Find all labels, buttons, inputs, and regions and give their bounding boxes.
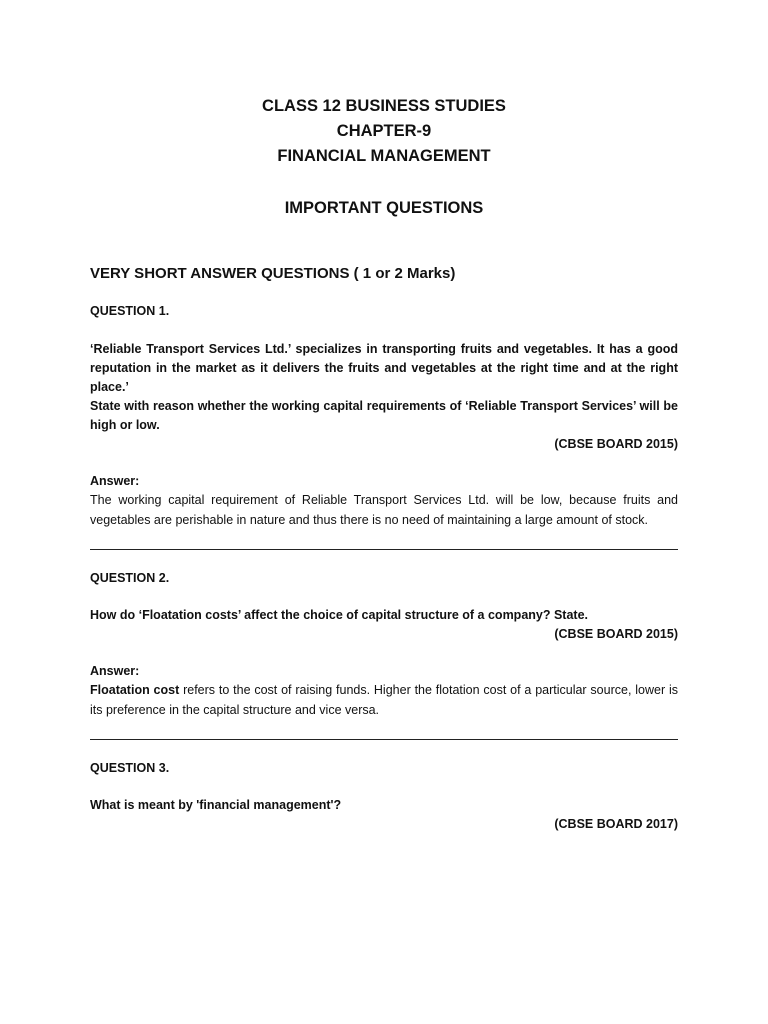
question-label: QUESTION 3. xyxy=(90,761,170,775)
answer-text: The working capital requirement of Reliable Transport Services Ltd. will be low, because fruits and vegetables are perishable in nature and thus there is no need of maintaining a large amount of stock. xyxy=(90,493,678,527)
source-citation: (CBSE BOARD 2015) xyxy=(554,437,678,451)
question-2 xyxy=(90,569,678,720)
question-1 xyxy=(90,302,678,530)
question-text-p1: ‘Reliable Transport Services Ltd.’ specializes in transporting fruits and vegetables. It has a good reputation in the market as it delivers the fruits and vegetables at the right time and at the right place.’ xyxy=(90,342,678,394)
answer-text xyxy=(90,681,678,720)
answer-term: Floatation cost xyxy=(90,683,180,697)
important-questions-heading: IMPORTANT QUESTIONS xyxy=(284,199,484,217)
section-heading: VERY SHORT ANSWER QUESTIONS ( 1 or 2 Marks) xyxy=(90,265,456,282)
question-3 xyxy=(90,759,678,834)
question-text xyxy=(90,340,678,435)
divider xyxy=(90,549,678,550)
question-text: How do ‘Floatation costs’ affect the choice of capital structure of a company? State. xyxy=(90,608,589,622)
title-block xyxy=(90,0,678,169)
document-title-class: CLASS 12 BUSINESS STUDIES xyxy=(262,97,506,115)
answer-body: refers to the cost of raising funds. Higher the flotation cost of a particular source, lower is its preference in the capital structure and vice versa. xyxy=(90,683,678,717)
answer-label: Answer: xyxy=(90,664,140,678)
question-text-p2: State with reason whether the working capital requirements of ‘Reliable Transport Services’ will be high or low. xyxy=(90,399,678,432)
source-citation: (CBSE BOARD 2015) xyxy=(554,627,678,641)
divider xyxy=(90,739,678,740)
document-title-topic: FINANCIAL MANAGEMENT xyxy=(277,147,491,165)
document-title-chapter: CHAPTER-9 xyxy=(336,122,432,140)
question-text: What is meant by 'financial management'? xyxy=(90,798,342,812)
answer-label: Answer: xyxy=(90,474,140,488)
question-label: QUESTION 1. xyxy=(90,304,170,318)
question-label: QUESTION 2. xyxy=(90,571,170,585)
source-citation: (CBSE BOARD 2017) xyxy=(554,817,678,831)
